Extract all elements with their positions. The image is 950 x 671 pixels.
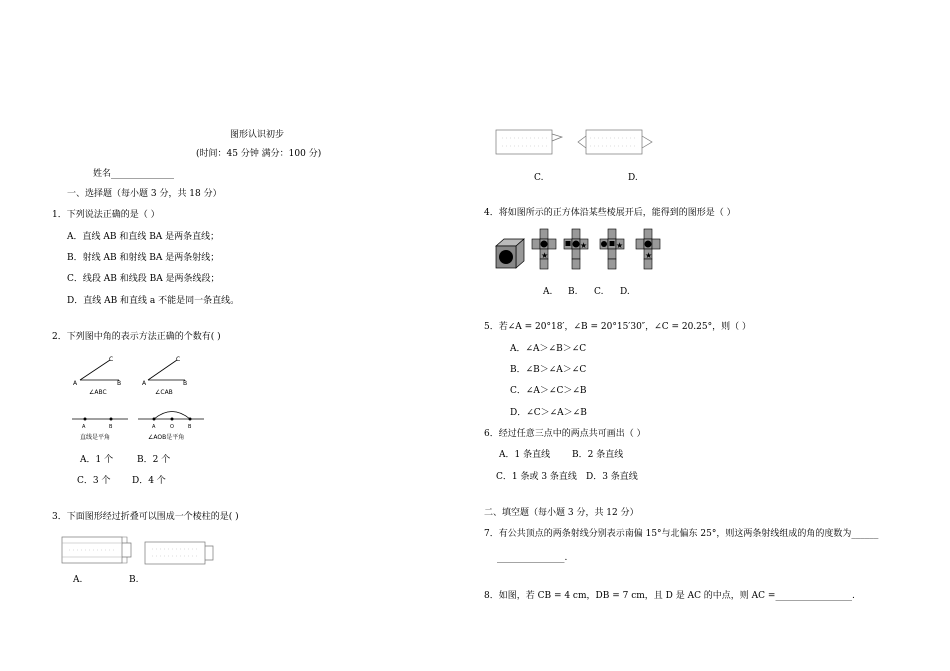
q5-stem: 5．若∠A = 20°18′，∠B = 20°15′30″，∠C = 20.25°，则（ ） bbox=[484, 322, 751, 332]
q2-stem: 2．下列图中角的表示方法正确的个数有( ) bbox=[52, 332, 221, 342]
q2-option-a: A．1 个 bbox=[80, 455, 114, 465]
q3-option-d: D. bbox=[628, 173, 638, 183]
q1-option-d: D．直线 AB 和直线 a 不能是同一条直线。 bbox=[67, 296, 240, 306]
q6-stem: 6．经过任意三点中的两点共可画出（ ） bbox=[484, 429, 646, 439]
q5-option-b: B．∠B＞∠A＞∠C bbox=[510, 365, 587, 375]
q1-option-a: A．直线 AB 和直线 BA 是两条直线； bbox=[67, 232, 220, 242]
q4-option-a: A. bbox=[543, 287, 553, 297]
label-b: B bbox=[117, 380, 122, 387]
q1-stem: 1．下列说法正确的是（ ） bbox=[52, 210, 160, 220]
q1-option-c: C．线段 AB 和线段 BA 是两条线段； bbox=[67, 274, 220, 284]
label-a: A bbox=[152, 424, 156, 430]
q5-option-a: A．∠A＞∠B＞∠C bbox=[510, 344, 587, 354]
q3-net-a bbox=[61, 531, 133, 569]
svg-text:★: ★ bbox=[616, 241, 624, 250]
q6-option-a: A．1 条直线 bbox=[499, 450, 551, 460]
svg-text:★: ★ bbox=[645, 251, 653, 260]
q6-option-c: C．1 条或 3 条直线 bbox=[496, 472, 577, 482]
label-a: A bbox=[82, 424, 86, 430]
name-field: 姓名______________ bbox=[93, 169, 175, 179]
q8-text: 8．如图，若 CB = 4 cm，DB = 7 cm，且 D 是 AC 的中点，则 AC =_________________. bbox=[484, 591, 855, 601]
q4-option-c: C. bbox=[594, 287, 604, 297]
label-o: O bbox=[170, 424, 174, 430]
q2-angle-figures bbox=[64, 352, 224, 444]
q4-option-b: B. bbox=[568, 287, 578, 297]
q4-option-d: D. bbox=[620, 287, 630, 297]
q3-stem: 3．下面图形经过折叠可以围成一个棱柱的是( ) bbox=[52, 512, 239, 522]
svg-text:★: ★ bbox=[541, 251, 549, 260]
section2-heading: 二、填空题（每小题 3 分，共 12 分） bbox=[484, 508, 639, 518]
q4-stem: 4．将如图所示的正方体沿某些棱展开后，能得到的图形是（ ） bbox=[484, 208, 736, 218]
label-a: A bbox=[73, 380, 78, 387]
q2-option-d: D．4 个 bbox=[132, 476, 166, 486]
q2-option-c: C．3 个 bbox=[77, 476, 111, 486]
q3-net-c bbox=[494, 128, 566, 158]
label-b: B bbox=[109, 424, 113, 430]
q7-line1: 7．有公共顶点的两条射线分别表示南偏 15°与北偏东 25°，则这两条射线组成的角的度数为______ bbox=[484, 529, 879, 539]
label-c: C bbox=[176, 356, 181, 363]
caption-angle-cab: ∠CAB bbox=[155, 389, 173, 396]
q3-option-c: C. bbox=[534, 173, 544, 183]
section1-heading: 一、选择题（每小题 3 分，共 18 分） bbox=[67, 189, 222, 199]
exam-subtitle: (时间：45 分钟 满分：100 分) bbox=[196, 149, 322, 159]
label-c: C bbox=[109, 356, 114, 363]
caption-angle-aob: ∠AOB是平角 bbox=[148, 434, 185, 441]
q6-option-d: D．3 条直线 bbox=[586, 472, 638, 482]
page-title: 图形认识初步 bbox=[230, 130, 285, 140]
q3-net-d bbox=[576, 128, 658, 158]
q6-option-b: B．2 条直线 bbox=[572, 450, 624, 460]
q5-option-c: C．∠A＞∠C＞∠B bbox=[510, 386, 587, 396]
label-b: B bbox=[188, 424, 192, 430]
q3-net-b bbox=[144, 538, 216, 568]
caption-angle-abc: ∠ABC bbox=[89, 389, 107, 396]
q3-option-a: A. bbox=[73, 575, 83, 585]
svg-text:★: ★ bbox=[580, 241, 588, 250]
q4-cube-and-nets bbox=[494, 228, 670, 272]
q3-option-b: B. bbox=[129, 575, 139, 585]
label-b: B bbox=[183, 380, 188, 387]
q2-option-b: B．2 个 bbox=[137, 455, 171, 465]
q1-option-b: B．射线 AB 和射线 BA 是两条射线； bbox=[67, 253, 220, 263]
q7-line2: _______________. bbox=[497, 553, 568, 563]
q5-option-d: D．∠C＞∠A＞∠B bbox=[510, 408, 587, 418]
label-a: A bbox=[142, 380, 147, 387]
caption-straight-line: 直线是平角 bbox=[80, 434, 111, 441]
